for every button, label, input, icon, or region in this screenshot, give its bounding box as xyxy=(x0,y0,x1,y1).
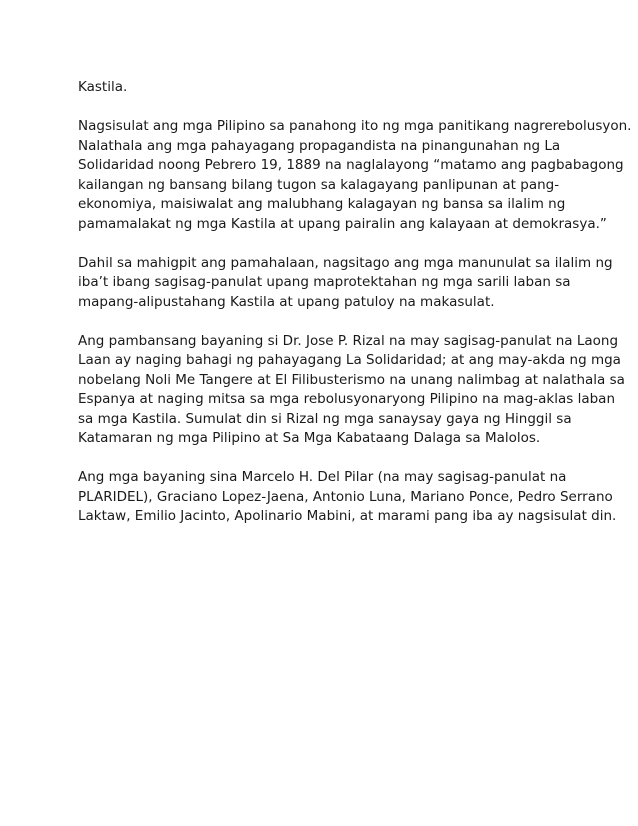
text-line: Katamaran ng mga Pilipino at Sa Mga Kabataang Dalaga sa Malolos. xyxy=(78,430,541,446)
paragraph-3 xyxy=(78,254,613,313)
text-line: Laktaw, Emilio Jacinto, Apolinario Mabini, at marami pang iba ay nagsisulat din. xyxy=(78,508,617,524)
text-line: mapang-alipustahang Kastila at upang patuloy na makasulat. xyxy=(78,293,495,310)
paragraph-2 xyxy=(78,117,632,234)
text-line: Kastila. xyxy=(78,79,128,95)
text-line: Dahil sa mahigpit ang pamahalaan, nagsitago ang mga manunulat sa ilalim ng xyxy=(78,254,613,271)
text-line: Ang mga bayaning sina Marcelo H. Del Pilar (na may sagisag-panulat na xyxy=(78,469,567,485)
text-line: Solidaridad noong Pebrero 19, 1889 na naglalayong “matamo ang pagbabagong xyxy=(78,157,624,173)
text-line: Nagsisulat ang mga Pilipino sa panahong ito ng mga panitikang nagrerebolusyon. xyxy=(78,118,632,134)
text-line: Laan ay naging bahagi ng pahayagang La Solidaridad; at ang may-akda ng mga xyxy=(78,352,621,368)
document-body xyxy=(78,78,632,546)
text-line: pamamalakat ng mga Kastila at upang pairalin ang kalayaan at demokrasya.” xyxy=(78,215,607,232)
text-line: Espanya at naging mitsa sa mga rebolusyonaryong Pilipino na mag-aklas laban xyxy=(78,391,616,407)
text-line: ekonomiya, maisiwalat ang malubhang kalagayan ng bansa sa ilalim ng xyxy=(78,196,566,212)
text-line: Nalathala ang mga pahayagang propagandista na pinangunahan ng La xyxy=(78,137,561,154)
text-line: iba’t ibang sagisag-panulat upang maprotektahan ng mga sarili laban sa xyxy=(78,274,571,290)
paragraph-5 xyxy=(78,468,617,527)
text-line: kailangan ng bansang bilang tugon sa kalagayang panlipunan at pang- xyxy=(78,176,560,193)
text-line: PLARIDEL), Graciano Lopez-Jaena, Antonio Luna, Mariano Ponce, Pedro Serrano xyxy=(78,488,613,505)
text-line: sa mga Kastila. Sumulat din si Rizal ng mga sanaysay gaya ng Hinggil sa xyxy=(78,410,572,427)
paragraph-1 xyxy=(78,78,598,98)
paragraph-4 xyxy=(78,332,625,449)
text-line: Ang pambansang bayaning si Dr. Jose P. Rizal na may sagisag-panulat na Laong xyxy=(78,332,619,349)
text-line: nobelang Noli Me Tangere at El Filibusterismo na unang nalimbag at nalathala sa xyxy=(78,371,625,388)
